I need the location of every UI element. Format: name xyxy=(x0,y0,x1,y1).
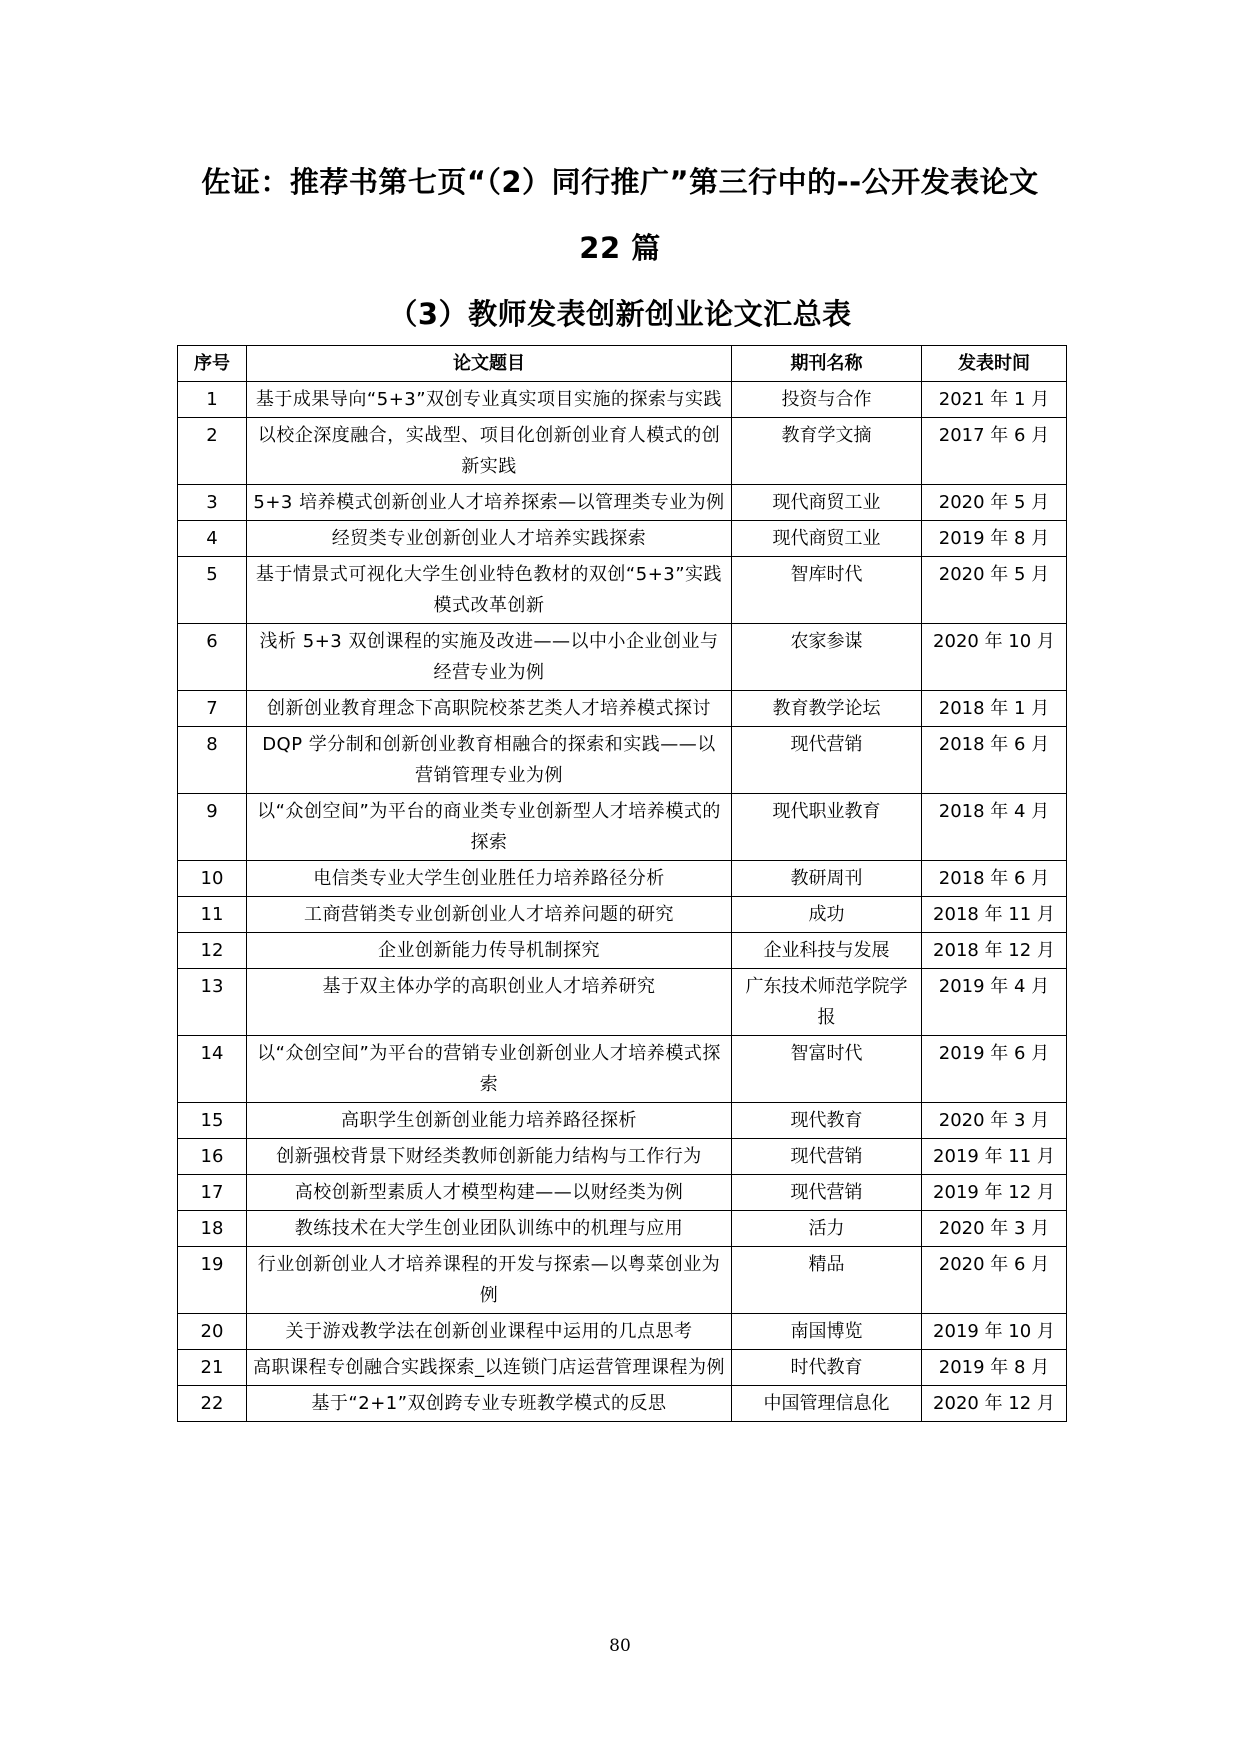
cell-journal-name: 现代商贸工业 xyxy=(732,485,922,521)
header-paper-title: 论文题目 xyxy=(247,346,732,382)
cell-publish-date: 2020 年 3 月 xyxy=(922,1103,1067,1139)
header-index: 序号 xyxy=(178,346,247,382)
cell-publish-date: 2019 年 10 月 xyxy=(922,1314,1067,1350)
cell-journal-name: 现代教育 xyxy=(732,1103,922,1139)
cell-publish-date: 2020 年 5 月 xyxy=(922,485,1067,521)
cell-index: 5 xyxy=(178,557,247,624)
table-row xyxy=(178,624,1067,691)
cell-index: 10 xyxy=(178,861,247,897)
cell-index: 4 xyxy=(178,521,247,557)
cell-index: 14 xyxy=(178,1036,247,1103)
cell-paper-title: 高职课程专创融合实践探索_以连锁门店运营管理课程为例 xyxy=(247,1350,732,1386)
cell-paper-title: 教练技术在大学生创业团队训练中的机理与应用 xyxy=(247,1211,732,1247)
cell-journal-name: 企业科技与发展 xyxy=(732,933,922,969)
table-row xyxy=(178,897,1067,933)
cell-publish-date: 2018 年 12 月 xyxy=(922,933,1067,969)
cell-index: 11 xyxy=(178,897,247,933)
cell-journal-name: 教研周刊 xyxy=(732,861,922,897)
cell-index: 16 xyxy=(178,1139,247,1175)
table-row xyxy=(178,969,1067,1036)
cell-paper-title: 基于双主体办学的高职创业人才培养研究 xyxy=(247,969,732,1036)
cell-index: 8 xyxy=(178,727,247,794)
table-row xyxy=(178,861,1067,897)
cell-index: 17 xyxy=(178,1175,247,1211)
table-row xyxy=(178,727,1067,794)
table-row xyxy=(178,1036,1067,1103)
cell-index: 6 xyxy=(178,624,247,691)
cell-publish-date: 2019 年 12 月 xyxy=(922,1175,1067,1211)
cell-publish-date: 2019 年 8 月 xyxy=(922,1350,1067,1386)
cell-index: 2 xyxy=(178,418,247,485)
cell-paper-title: 以“众创空间”为平台的商业类专业创新型人才培养模式的探索 xyxy=(247,794,732,861)
cell-paper-title: 工商营销类专业创新创业人才培养问题的研究 xyxy=(247,897,732,933)
table-row xyxy=(178,1386,1067,1422)
cell-journal-name: 智富时代 xyxy=(732,1036,922,1103)
cell-index: 13 xyxy=(178,969,247,1036)
cell-journal-name: 教育学文摘 xyxy=(732,418,922,485)
table-row xyxy=(178,1175,1067,1211)
cell-journal-name: 时代教育 xyxy=(732,1350,922,1386)
table-row xyxy=(178,1314,1067,1350)
cell-paper-title: 基于成果导向“5+3”双创专业真实项目实施的探索与实践 xyxy=(247,382,732,418)
cell-journal-name: 现代营销 xyxy=(732,727,922,794)
table-row xyxy=(178,382,1067,418)
cell-paper-title: 高校创新型素质人才模型构建——以财经类为例 xyxy=(247,1175,732,1211)
cell-paper-title: 创新强校背景下财经类教师创新能力结构与工作行为 xyxy=(247,1139,732,1175)
cell-journal-name: 农家参谋 xyxy=(732,624,922,691)
table-row xyxy=(178,1103,1067,1139)
cell-publish-date: 2020 年 5 月 xyxy=(922,557,1067,624)
cell-paper-title: 以“众创空间”为平台的营销专业创新创业人才培养模式探索 xyxy=(247,1036,732,1103)
cell-publish-date: 2018 年 6 月 xyxy=(922,727,1067,794)
cell-index: 21 xyxy=(178,1350,247,1386)
cell-publish-date: 2017 年 6 月 xyxy=(922,418,1067,485)
cell-index: 1 xyxy=(178,382,247,418)
cell-journal-name: 中国管理信息化 xyxy=(732,1386,922,1422)
cell-publish-date: 2018 年 1 月 xyxy=(922,691,1067,727)
cell-index: 3 xyxy=(178,485,247,521)
cell-journal-name: 活力 xyxy=(732,1211,922,1247)
cell-journal-name: 精品 xyxy=(732,1247,922,1314)
papers-summary-table xyxy=(177,345,1067,1422)
cell-publish-date: 2020 年 6 月 xyxy=(922,1247,1067,1314)
table-row xyxy=(178,691,1067,727)
table-row xyxy=(178,485,1067,521)
cell-index: 7 xyxy=(178,691,247,727)
cell-paper-title: 创新创业教育理念下高职院校茶艺类人才培养模式探讨 xyxy=(247,691,732,727)
table-row xyxy=(178,1350,1067,1386)
cell-paper-title: 5+3 培养模式创新创业人才培养探索—以管理类专业为例 xyxy=(247,485,732,521)
cell-publish-date: 2020 年 3 月 xyxy=(922,1211,1067,1247)
table-row xyxy=(178,557,1067,624)
cell-journal-name: 智库时代 xyxy=(732,557,922,624)
cell-publish-date: 2019 年 8 月 xyxy=(922,521,1067,557)
cell-publish-date: 2019 年 11 月 xyxy=(922,1139,1067,1175)
cell-publish-date: 2018 年 6 月 xyxy=(922,861,1067,897)
cell-index: 12 xyxy=(178,933,247,969)
cell-publish-date: 2020 年 12 月 xyxy=(922,1386,1067,1422)
cell-index: 22 xyxy=(178,1386,247,1422)
cell-journal-name: 现代商贸工业 xyxy=(732,521,922,557)
table-row xyxy=(178,521,1067,557)
cell-publish-date: 2018 年 11 月 xyxy=(922,897,1067,933)
cell-paper-title: 企业创新能力传导机制探究 xyxy=(247,933,732,969)
cell-journal-name: 现代营销 xyxy=(732,1139,922,1175)
cell-paper-title: 关于游戏教学法在创新创业课程中运用的几点思考 xyxy=(247,1314,732,1350)
cell-journal-name: 现代营销 xyxy=(732,1175,922,1211)
cell-index: 15 xyxy=(178,1103,247,1139)
cell-publish-date: 2019 年 4 月 xyxy=(922,969,1067,1036)
cell-publish-date: 2018 年 4 月 xyxy=(922,794,1067,861)
cell-index: 18 xyxy=(178,1211,247,1247)
cell-index: 19 xyxy=(178,1247,247,1314)
cell-paper-title: DQP 学分制和创新创业教育相融合的探索和实践——以营销管理专业为例 xyxy=(247,727,732,794)
cell-journal-name: 教育教学论坛 xyxy=(732,691,922,727)
cell-publish-date: 2021 年 1 月 xyxy=(922,382,1067,418)
page-title-count: 22 篇 xyxy=(579,231,661,265)
cell-paper-title: 行业创新创业人才培养课程的开发与探索—以粤菜创业为例 xyxy=(247,1247,732,1314)
table-row xyxy=(178,794,1067,861)
page-title: 佐证：推荐书第七页“（2）同行推广”第三行中的--公开发表论文 xyxy=(201,165,1039,199)
cell-paper-title: 基于情景式可视化大学生创业特色教材的双创“5+3”实践模式改革创新 xyxy=(247,557,732,624)
cell-paper-title: 浅析 5+3 双创课程的实施及改进——以中小企业创业与经营专业为例 xyxy=(247,624,732,691)
cell-publish-date: 2020 年 10 月 xyxy=(922,624,1067,691)
table-row xyxy=(178,1211,1067,1247)
cell-paper-title: 以校企深度融合，实战型、项目化创新创业育人模式的创新实践 xyxy=(247,418,732,485)
cell-publish-date: 2019 年 6 月 xyxy=(922,1036,1067,1103)
cell-paper-title: 经贸类专业创新创业人才培养实践探索 xyxy=(247,521,732,557)
cell-journal-name: 现代职业教育 xyxy=(732,794,922,861)
cell-index: 20 xyxy=(178,1314,247,1350)
header-journal-name: 期刊名称 xyxy=(732,346,922,382)
table-header-row xyxy=(178,346,1067,382)
table-body xyxy=(178,382,1067,1422)
table-row xyxy=(178,933,1067,969)
table-row xyxy=(178,1247,1067,1314)
cell-paper-title: 基于“2+1”双创跨专业专班教学模式的反思 xyxy=(247,1386,732,1422)
cell-journal-name: 广东技术师范学院学报 xyxy=(732,969,922,1036)
cell-journal-name: 投资与合作 xyxy=(732,382,922,418)
header-publish-date: 发表时间 xyxy=(922,346,1067,382)
cell-paper-title: 高职学生创新创业能力培养路径探析 xyxy=(247,1103,732,1139)
cell-paper-title: 电信类专业大学生创业胜任力培养路径分析 xyxy=(247,861,732,897)
table-row xyxy=(178,1139,1067,1175)
table-title: （3）教师发表创新创业论文汇总表 xyxy=(388,297,852,331)
table-row xyxy=(178,418,1067,485)
cell-journal-name: 成功 xyxy=(732,897,922,933)
cell-journal-name: 南国博览 xyxy=(732,1314,922,1350)
cell-index: 9 xyxy=(178,794,247,861)
page-number: 80 xyxy=(609,1636,631,1656)
